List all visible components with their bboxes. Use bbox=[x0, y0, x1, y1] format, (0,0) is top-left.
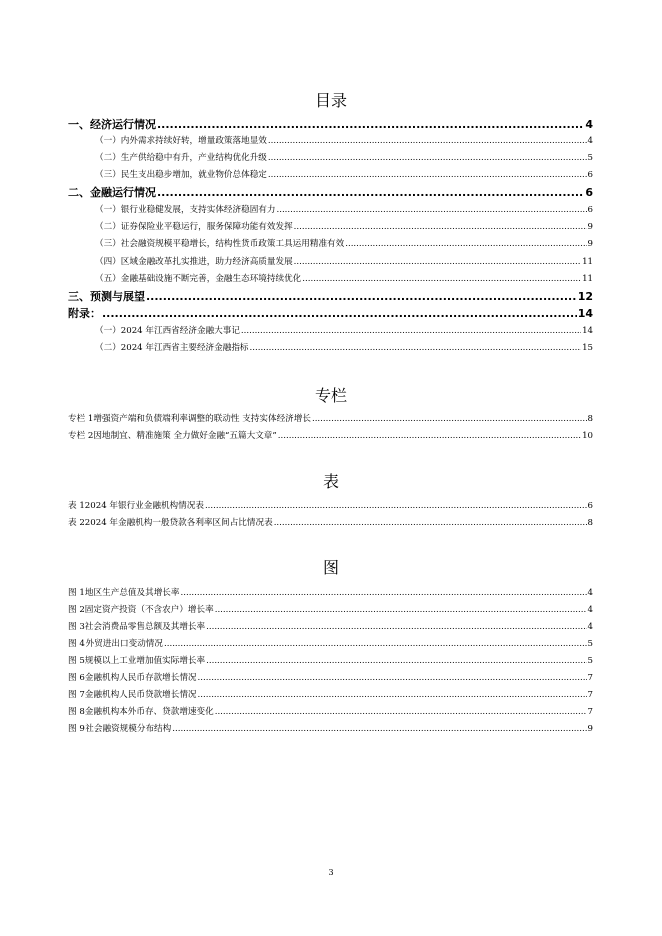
figures-heading: 图 bbox=[322, 558, 339, 577]
table-entry-prefix: 表 1 bbox=[68, 501, 85, 511]
leader-dots bbox=[198, 670, 587, 686]
toc-entry-label: 二、金融运行情况 bbox=[68, 186, 156, 199]
toc-entry-label: （二）生产供给稳中有升，产业结构优化升级 bbox=[95, 153, 267, 163]
leader-dots bbox=[294, 219, 587, 235]
toc-entry[interactable] bbox=[95, 323, 593, 339]
toc-entry-page: 12 bbox=[577, 290, 593, 303]
leader-dots bbox=[102, 306, 577, 322]
leader-dots bbox=[215, 704, 587, 720]
leader-dots bbox=[278, 428, 581, 444]
leader-dots bbox=[181, 585, 587, 601]
toc-entry[interactable] bbox=[95, 133, 593, 149]
toc-entry[interactable] bbox=[68, 117, 593, 133]
toc-entry-page: 14 bbox=[577, 307, 593, 320]
leader-dots bbox=[206, 619, 586, 635]
table-entry-page: 8 bbox=[587, 518, 593, 528]
figure-entry-page: 7 bbox=[587, 707, 593, 717]
toc-entry-label: 附录： bbox=[68, 307, 101, 320]
leader-dots bbox=[157, 185, 584, 201]
leader-dots bbox=[312, 411, 587, 427]
toc-entry-page: 5 bbox=[587, 153, 593, 163]
toc-entry-page: 14 bbox=[582, 326, 593, 336]
figure-entry[interactable] bbox=[68, 704, 593, 720]
toc-entry-label: （一）2024 年江西省经济金融大事记 bbox=[95, 326, 240, 336]
figure-entry[interactable] bbox=[68, 670, 593, 686]
figure-entry-page: 5 bbox=[587, 656, 593, 666]
toc-entry-page: 9 bbox=[587, 222, 593, 232]
toc-entry[interactable] bbox=[95, 219, 593, 235]
table-entry-label: 2024 年金融机构一般贷款各利率区间占比情况表 bbox=[84, 518, 273, 528]
figure-entry[interactable] bbox=[68, 619, 593, 635]
leader-dots bbox=[345, 236, 586, 252]
toc-entry-page: 6 bbox=[587, 205, 593, 215]
table-entry[interactable] bbox=[68, 515, 593, 531]
toc-entry-label: 一、经济运行情况 bbox=[68, 118, 156, 131]
leader-dots bbox=[146, 289, 577, 305]
toc-entry-label: （一）内外需求持续好转，增量政策落地显效 bbox=[95, 136, 267, 146]
figure-entry-prefix: 图 7 bbox=[68, 690, 85, 700]
tables-heading: 表 bbox=[322, 472, 339, 491]
figure-entry-label: 规模以上工业增加值实际增长率 bbox=[84, 656, 206, 666]
figure-entry-page: 9 bbox=[587, 724, 593, 734]
column-entry[interactable] bbox=[68, 428, 593, 444]
leader-dots bbox=[274, 515, 587, 531]
figure-entry-label: 固定资产投资（不含农户）增长率 bbox=[84, 605, 214, 615]
figure-entry-prefix: 图 4 bbox=[68, 639, 85, 649]
toc-entry[interactable] bbox=[68, 185, 593, 201]
leader-dots bbox=[206, 653, 586, 669]
table-entry-page: 6 bbox=[587, 501, 593, 511]
toc-entry-page: 11 bbox=[582, 274, 593, 284]
figure-entry-label: 金融机构人民币存款增长情况 bbox=[84, 673, 197, 683]
table-entry-label: 2024 年银行业金融机构情况表 bbox=[84, 501, 204, 511]
figure-entry-prefix: 图 2 bbox=[68, 605, 85, 615]
leader-dots bbox=[215, 602, 587, 618]
page-number: 3 bbox=[328, 868, 334, 877]
figure-entry-page: 4 bbox=[587, 622, 593, 632]
toc-entry-page: 15 bbox=[582, 343, 593, 353]
leader-dots bbox=[268, 167, 587, 183]
toc-entry[interactable] bbox=[95, 271, 593, 287]
figure-entry[interactable] bbox=[68, 602, 593, 618]
figure-entry-prefix: 图 1 bbox=[68, 588, 85, 598]
figure-entry-page: 7 bbox=[587, 690, 593, 700]
figure-entry[interactable] bbox=[68, 687, 593, 703]
leader-dots bbox=[172, 721, 586, 737]
figure-entry[interactable] bbox=[68, 636, 593, 652]
toc-entry-page: 4 bbox=[585, 118, 593, 131]
leader-dots bbox=[241, 323, 581, 339]
figure-entry-label: 社会消费品零售总额及其增长率 bbox=[84, 622, 206, 632]
figure-entry-label: 金融机构本外币存、贷款增速变化 bbox=[84, 707, 214, 717]
column-entry-page: 10 bbox=[582, 431, 593, 441]
leader-dots bbox=[198, 687, 587, 703]
figure-entry-label: 地区生产总值及其增长率 bbox=[84, 588, 180, 598]
column-entry-prefix: 专栏 1 bbox=[68, 414, 94, 424]
toc-entry-label: （三）社会融资规模平稳增长，结构性货币政策工具运用精准有效 bbox=[95, 239, 345, 249]
figure-entry-prefix: 图 8 bbox=[68, 707, 85, 717]
toc-entry-label: （四）区域金融改革扎实推进，助力经济高质量发展 bbox=[95, 257, 293, 267]
leader-dots bbox=[294, 254, 581, 270]
leader-dots bbox=[268, 150, 587, 166]
leader-dots bbox=[205, 498, 587, 514]
column-entry[interactable] bbox=[68, 411, 593, 427]
toc-entry-page: 6 bbox=[585, 186, 593, 199]
table-entry[interactable] bbox=[68, 498, 593, 514]
figure-entry-page: 7 bbox=[587, 673, 593, 683]
table-entry-prefix: 表 2 bbox=[68, 518, 85, 528]
leader-dots bbox=[164, 636, 587, 652]
toc-entry-label: （二）证券保险业平稳运行，服务保障功能有效发挥 bbox=[95, 222, 293, 232]
toc-entry-page: 6 bbox=[587, 170, 593, 180]
column-entry-prefix: 专栏 2 bbox=[68, 431, 94, 441]
contents-heading: 目录 bbox=[314, 91, 347, 110]
toc-entry-page: 9 bbox=[587, 239, 593, 249]
leader-dots bbox=[276, 202, 586, 218]
toc-entry-label: 三、预测与展望 bbox=[68, 290, 145, 303]
toc-entry[interactable] bbox=[95, 150, 593, 166]
leader-dots bbox=[268, 133, 587, 149]
figure-entry-label: 金融机构人民币贷款增长情况 bbox=[84, 690, 197, 700]
toc-entry[interactable] bbox=[68, 306, 593, 322]
leader-dots bbox=[157, 117, 584, 133]
toc-entry-page: 4 bbox=[587, 136, 593, 146]
toc-entry-label: （一）银行业稳健发展，支持实体经济稳固有力 bbox=[95, 205, 276, 215]
figure-entry[interactable] bbox=[68, 585, 593, 601]
figure-entry-prefix: 图 6 bbox=[68, 673, 85, 683]
columns-heading: 专栏 bbox=[314, 386, 347, 405]
toc-entry[interactable] bbox=[95, 254, 593, 270]
column-entry-label: 因地制宜、精准施策 全力做好金融“五篇大文章” bbox=[93, 431, 277, 441]
toc-entry[interactable] bbox=[95, 340, 593, 356]
toc-entry[interactable] bbox=[95, 236, 593, 252]
figure-entry-prefix: 图 5 bbox=[68, 656, 85, 666]
figure-entry[interactable] bbox=[68, 721, 593, 737]
figure-entry-prefix: 图 3 bbox=[68, 622, 85, 632]
toc-entry[interactable] bbox=[68, 289, 593, 305]
figure-entry-prefix: 图 9 bbox=[68, 724, 85, 734]
leader-dots bbox=[250, 340, 582, 356]
figure-entry-page: 4 bbox=[587, 605, 593, 615]
column-entry-page: 8 bbox=[587, 414, 593, 424]
leader-dots bbox=[302, 271, 581, 287]
figure-entry-page: 5 bbox=[587, 639, 593, 649]
toc-entry-label: （二）2024 年江西省主要经济金融指标 bbox=[95, 343, 249, 353]
toc-entry-page: 11 bbox=[582, 257, 593, 267]
toc-entry[interactable] bbox=[95, 167, 593, 183]
figure-entry[interactable] bbox=[68, 653, 593, 669]
figure-entry-page: 4 bbox=[587, 588, 593, 598]
toc-entry-label: （五）金融基础设施不断完善，金融生态环境持续优化 bbox=[95, 274, 302, 284]
column-entry-label: 增强资产端和负债端利率调整的联动性 支持实体经济增长 bbox=[93, 414, 311, 424]
figure-entry-label: 社会融资规模分布结构 bbox=[85, 724, 172, 734]
toc-entry[interactable] bbox=[95, 202, 593, 218]
figure-entry-label: 外贸进出口变动情况 bbox=[85, 639, 163, 649]
toc-entry-label: （三）民生支出稳步增加，就业物价总体稳定 bbox=[95, 170, 267, 180]
